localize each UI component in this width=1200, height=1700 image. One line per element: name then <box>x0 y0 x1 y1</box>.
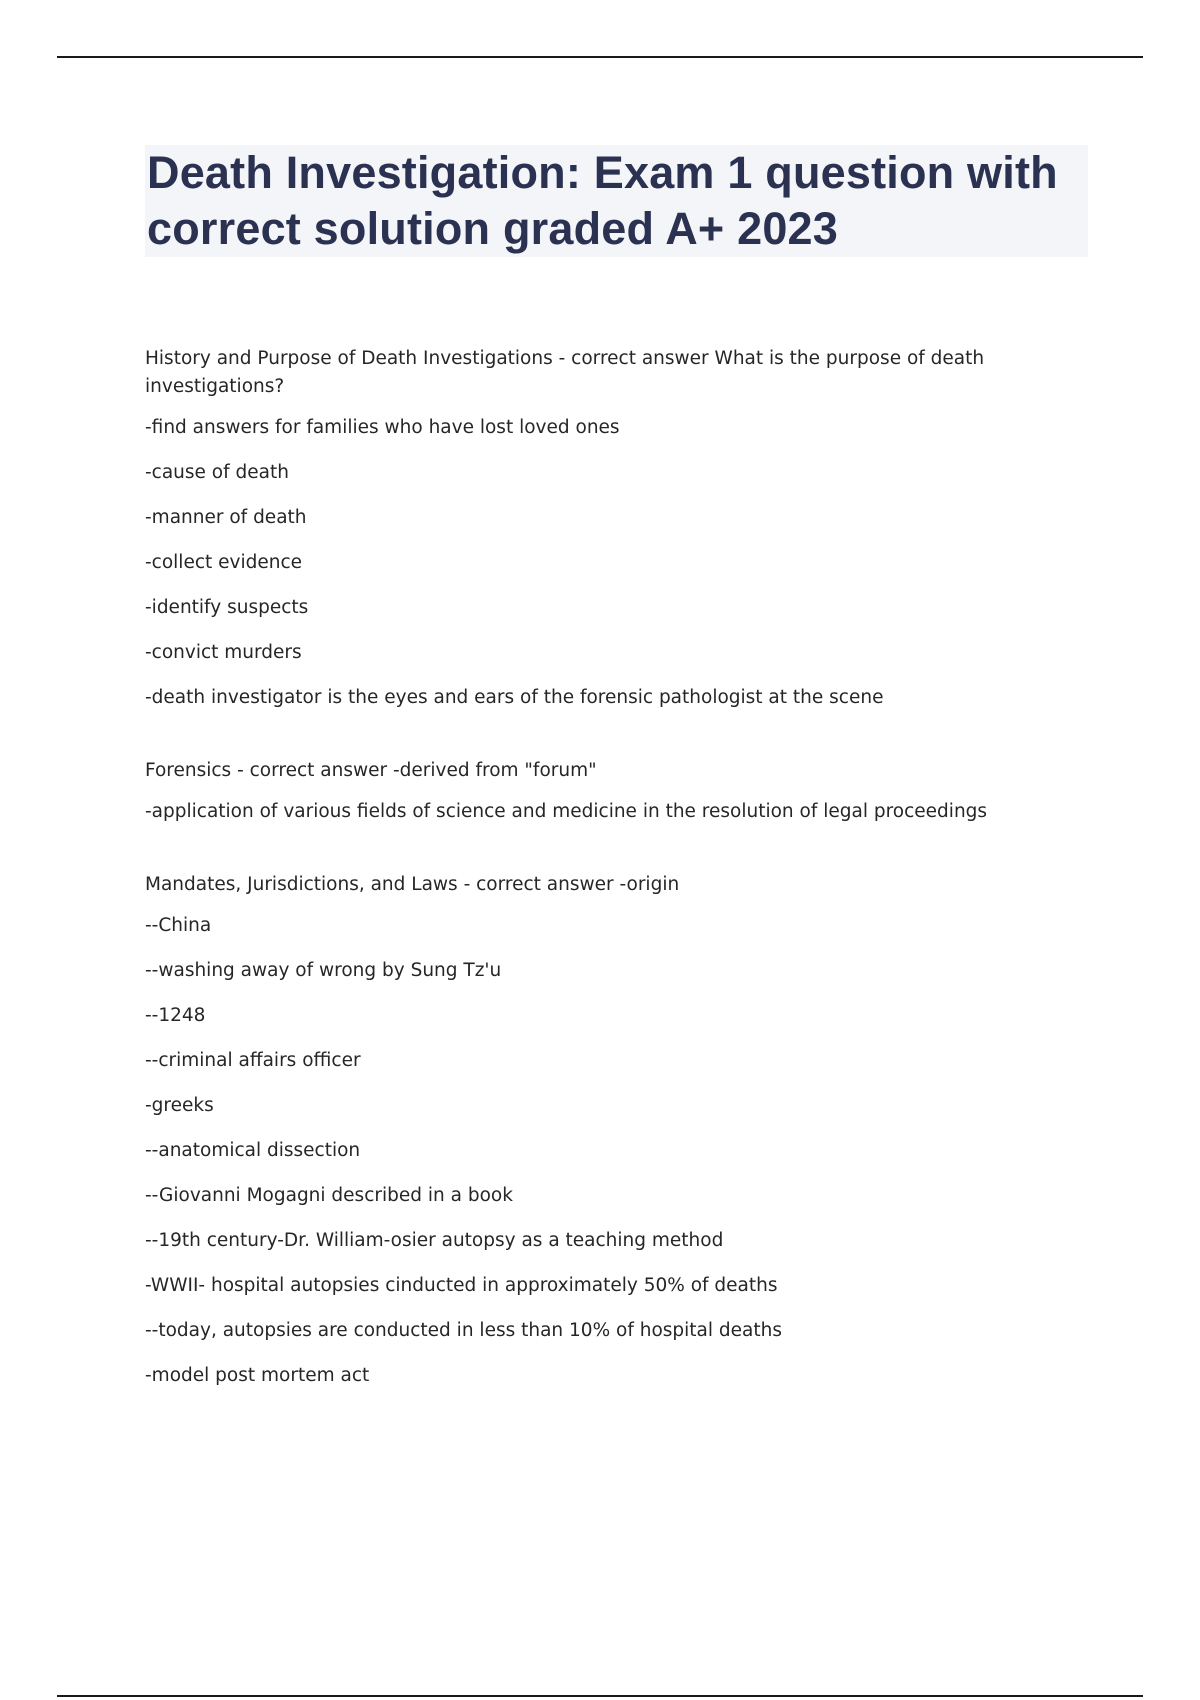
list-item: --anatomical dissection <box>145 1140 361 1161</box>
list-item: -manner of death <box>145 507 307 528</box>
list-item: --1248 <box>145 1005 206 1026</box>
section-purpose <box>145 345 1045 712</box>
list-item: -collect evidence <box>145 552 303 573</box>
top-rule <box>57 56 1143 58</box>
list-item: -find answers for families who have lost loved ones <box>145 417 620 438</box>
title-banner <box>145 145 1088 257</box>
document-body <box>145 345 1045 1435</box>
list-item: --criminal affairs officer <box>145 1050 361 1071</box>
list-item: --China <box>145 915 212 936</box>
list-item: -model post mortem act <box>145 1365 370 1386</box>
section-heading: Forensics - correct answer -derived from "forum" <box>145 760 597 781</box>
list-item: -WWII- hospital autopsies cinducted in approximately 50% of deaths <box>145 1275 778 1296</box>
section-mandates <box>145 871 1045 1390</box>
list-item: -convict murders <box>145 642 302 663</box>
list-item: -identify suspects <box>145 597 309 618</box>
list-item: -greeks <box>145 1095 214 1116</box>
list-item: --Giovanni Mogagni described in a book <box>145 1185 513 1206</box>
list-item: -application of various fields of science and medicine in the resolution of legal proceedings <box>145 801 988 822</box>
list-item: --19th century-Dr. William-osier autopsy as a teaching method <box>145 1230 724 1251</box>
list-item: -death investigator is the eyes and ears of the forensic pathologist at the scene <box>145 687 884 708</box>
section-heading: Mandates, Jurisdictions, and Laws - correct answer -origin <box>145 874 680 895</box>
list-item: --today, autopsies are conducted in less than 10% of hospital deaths <box>145 1320 782 1341</box>
bottom-rule <box>57 1695 1143 1697</box>
section-heading: History and Purpose of Death Investigations - correct answer What is the purpose of death investigations? <box>145 348 985 397</box>
document-title: Death Investigation: Exam 1 question with correct solution graded A+ 2023 <box>147 147 1058 254</box>
section-forensics <box>145 757 1045 826</box>
list-item: --washing away of wrong by Sung Tz'u <box>145 960 502 981</box>
list-item: -cause of death <box>145 462 289 483</box>
